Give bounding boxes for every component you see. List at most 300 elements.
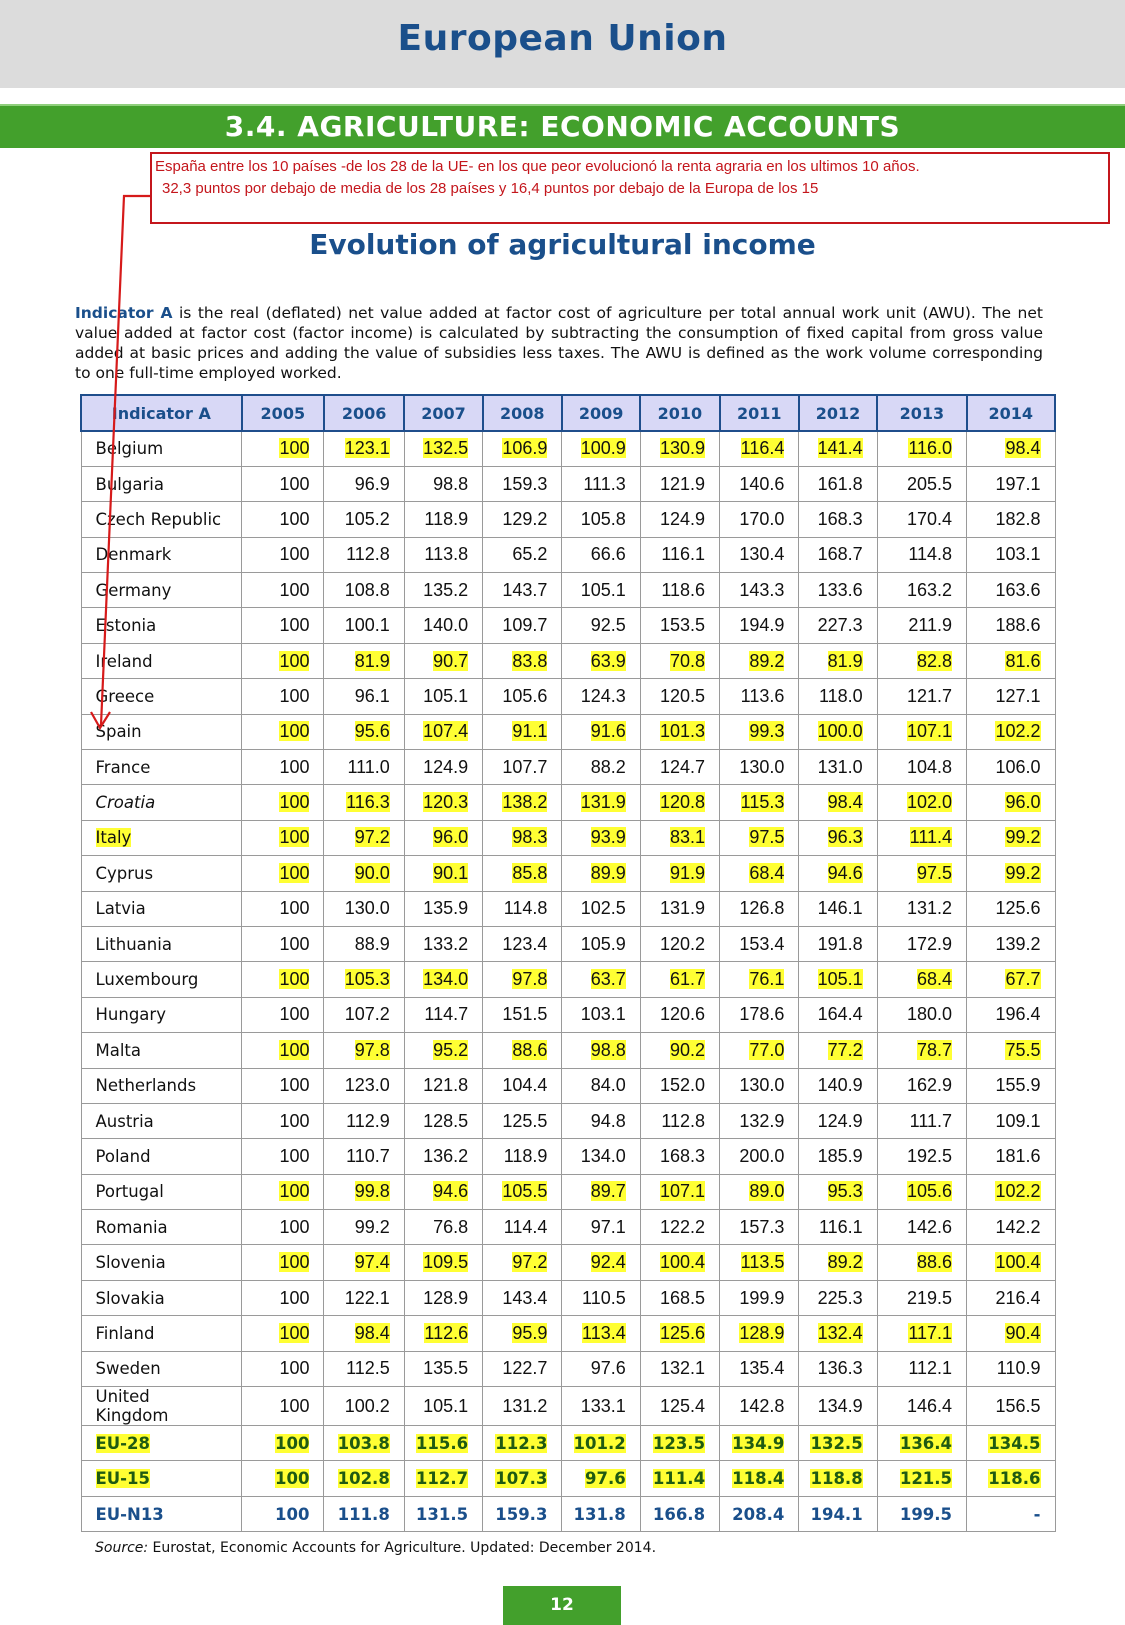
value-text: 192.5 <box>907 1146 953 1166</box>
row-label-line: Kingdom <box>95 1406 169 1426</box>
aggregate-row <box>81 1496 1055 1531</box>
value-cell <box>877 1068 966 1103</box>
value-cell <box>640 1496 719 1531</box>
value-text: 216.4 <box>995 1287 1041 1308</box>
value-text: 111.4 <box>909 827 953 848</box>
value-cell <box>404 1316 482 1351</box>
row-label-text: Ireland <box>95 651 153 671</box>
value-cell <box>242 714 324 749</box>
value-text: 100 <box>279 615 310 636</box>
value-text: 110.5 <box>582 1287 626 1308</box>
value-text: 107.4 <box>423 721 469 742</box>
value-cell <box>799 431 877 466</box>
value-cell <box>799 643 877 678</box>
value-text: 98.3 <box>512 827 548 848</box>
value-text: 100.4 <box>660 1252 706 1273</box>
value-cell <box>242 997 324 1032</box>
value-text: 120.3 <box>423 792 469 813</box>
value-text: 63.7 <box>590 969 626 990</box>
value-cell <box>483 1316 562 1351</box>
value-cell <box>967 1139 1055 1174</box>
value-text: 89.7 <box>590 1181 626 1202</box>
table-row <box>81 1351 1055 1386</box>
value-text: 100.4 <box>995 1252 1041 1273</box>
value-text: 205.5 <box>907 473 953 494</box>
value-text: 124.7 <box>660 756 706 777</box>
value-cell <box>720 891 799 926</box>
row-label <box>81 1245 242 1280</box>
value-text: 140.0 <box>423 615 469 636</box>
value-text: 100 <box>279 1287 310 1308</box>
value-text: 112.5 <box>346 1358 390 1379</box>
row-label-text: Romania <box>95 1217 168 1237</box>
value-cell <box>799 891 877 926</box>
value-cell <box>967 926 1055 961</box>
value-text: 128.9 <box>423 1287 469 1308</box>
value-cell <box>640 962 719 997</box>
value-cell <box>967 466 1055 501</box>
value-text: 101.2 <box>573 1433 626 1453</box>
value-text: 194.9 <box>739 615 785 636</box>
value-cell <box>562 1103 640 1138</box>
value-text: 77.0 <box>749 1039 785 1060</box>
row-label-text: Malta <box>95 1040 142 1060</box>
value-text: 107.2 <box>344 1004 390 1025</box>
table-row <box>81 926 1055 961</box>
value-text: 90.2 <box>670 1039 706 1060</box>
value-cell <box>799 785 877 820</box>
row-label-text: Germany <box>95 580 172 600</box>
value-text: 91.1 <box>512 721 548 742</box>
value-cell <box>799 466 877 501</box>
value-text: 107.7 <box>502 756 548 777</box>
value-text: 105.5 <box>502 1181 548 1202</box>
row-label-text: EU-N13 <box>95 1504 164 1524</box>
value-text: 142.8 <box>739 1395 785 1416</box>
value-text: 81.9 <box>354 650 390 671</box>
value-cell <box>404 926 482 961</box>
value-cell <box>640 466 719 501</box>
table-row <box>81 750 1055 785</box>
value-text: 81.6 <box>1005 650 1041 671</box>
value-text: 97.4 <box>354 1252 390 1273</box>
value-cell <box>242 1426 324 1461</box>
value-text: 109.1 <box>995 1110 1041 1131</box>
row-label <box>81 891 242 926</box>
document-title: European Union <box>397 18 728 59</box>
value-cell <box>799 1351 877 1386</box>
value-text: 121.5 <box>899 1469 953 1489</box>
value-cell <box>242 1033 324 1068</box>
value-cell <box>324 1210 404 1245</box>
value-cell <box>483 891 562 926</box>
value-text: 92.5 <box>590 615 626 636</box>
value-cell <box>967 1103 1055 1138</box>
value-text: 88.9 <box>354 933 390 954</box>
value-text: 97.5 <box>749 827 785 848</box>
value-cell <box>640 891 719 926</box>
value-cell <box>877 1033 966 1068</box>
value-text: 116.0 <box>908 438 953 459</box>
value-text: 113.6 <box>740 685 785 706</box>
value-cell <box>967 750 1055 785</box>
value-text: 112.6 <box>424 1322 469 1343</box>
value-cell <box>404 502 482 537</box>
value-cell <box>483 1387 562 1426</box>
value-cell <box>404 1245 482 1280</box>
value-cell <box>324 1103 404 1138</box>
value-text: 118.6 <box>661 579 706 600</box>
value-cell <box>877 1174 966 1209</box>
value-text: 118.0 <box>818 685 863 706</box>
annotation-callout <box>150 152 1110 224</box>
value-text: 122.2 <box>660 1216 706 1237</box>
value-text: 100 <box>279 650 310 671</box>
value-cell <box>562 1426 640 1461</box>
value-cell <box>324 679 404 714</box>
value-text: 100 <box>279 438 310 459</box>
value-text: 121.9 <box>660 473 706 494</box>
table-row <box>81 679 1055 714</box>
value-cell <box>483 466 562 501</box>
value-cell <box>720 502 799 537</box>
value-cell <box>324 785 404 820</box>
value-text: 100 <box>279 969 310 990</box>
value-text: 112.9 <box>346 1110 390 1131</box>
value-cell <box>562 431 640 466</box>
value-cell <box>720 1496 799 1531</box>
value-cell <box>967 1280 1055 1315</box>
value-text: 97.8 <box>354 1039 390 1060</box>
value-text: 85.8 <box>512 862 548 883</box>
value-cell <box>483 1351 562 1386</box>
table-title: Evolution of agricultural income <box>309 228 816 261</box>
value-cell <box>799 1496 877 1531</box>
row-label <box>81 1280 242 1315</box>
row-label <box>81 643 242 678</box>
value-cell <box>640 856 719 891</box>
value-text: 104.4 <box>502 1075 548 1096</box>
value-cell <box>720 1174 799 1209</box>
row-label-text: Poland <box>95 1147 151 1166</box>
value-text: 105.1 <box>423 1395 469 1416</box>
value-cell <box>720 1103 799 1138</box>
value-cell <box>562 537 640 572</box>
value-text: 88.2 <box>590 756 626 777</box>
value-cell <box>720 1280 799 1315</box>
value-cell <box>967 431 1055 466</box>
value-text: 108.8 <box>344 579 390 600</box>
value-cell <box>720 1387 799 1426</box>
value-text: 163.6 <box>995 579 1041 600</box>
value-text: 151.5 <box>502 1004 548 1025</box>
value-cell <box>324 1245 404 1280</box>
value-cell <box>324 820 404 855</box>
value-text: 97.6 <box>590 1358 626 1379</box>
value-cell <box>242 431 324 466</box>
value-cell <box>242 891 324 926</box>
value-cell <box>242 750 324 785</box>
value-cell <box>483 750 562 785</box>
value-text: 157.3 <box>739 1216 785 1237</box>
value-cell <box>720 1210 799 1245</box>
value-cell <box>720 856 799 891</box>
table-body <box>81 431 1055 1532</box>
value-text: 178.6 <box>739 1004 785 1025</box>
value-cell <box>562 1316 640 1351</box>
value-text: 102.5 <box>580 898 626 919</box>
value-text: 105.2 <box>344 508 390 529</box>
value-text: 97.1 <box>590 1216 626 1237</box>
row-label-text: Belgium <box>95 439 164 459</box>
row-label <box>81 1351 242 1386</box>
value-text: 134.5 <box>988 1433 1041 1453</box>
value-cell <box>562 785 640 820</box>
value-cell <box>404 1496 482 1531</box>
value-cell <box>483 608 562 643</box>
value-text: 90.0 <box>354 862 390 883</box>
value-cell <box>799 1316 877 1351</box>
value-cell <box>483 856 562 891</box>
value-text: 95.9 <box>512 1322 548 1343</box>
value-cell <box>877 997 966 1032</box>
value-text: 143.4 <box>502 1287 548 1308</box>
value-text: 130.4 <box>739 544 785 565</box>
value-text: 100 <box>279 1216 310 1237</box>
value-text: 88.6 <box>917 1252 953 1273</box>
value-cell <box>242 785 324 820</box>
value-cell <box>967 820 1055 855</box>
page-number: 12 <box>503 1586 621 1625</box>
row-label-text: Croatia <box>95 793 156 813</box>
value-cell <box>324 714 404 749</box>
value-text: 128.5 <box>423 1110 469 1131</box>
value-text: 100 <box>279 756 310 777</box>
value-cell <box>877 1139 966 1174</box>
value-text: 99.8 <box>354 1181 390 1202</box>
value-cell <box>324 891 404 926</box>
value-cell <box>799 1210 877 1245</box>
agricultural-income-table <box>80 394 1056 1532</box>
value-cell <box>799 679 877 714</box>
table-row <box>81 1210 1055 1245</box>
value-text: 107.1 <box>907 721 953 742</box>
value-cell <box>242 1210 324 1245</box>
value-cell <box>640 1245 719 1280</box>
value-text: 93.9 <box>590 827 626 848</box>
value-cell <box>967 856 1055 891</box>
value-cell <box>877 643 966 678</box>
value-cell <box>877 1210 966 1245</box>
value-cell <box>324 1426 404 1461</box>
value-cell <box>404 714 482 749</box>
value-text: 63.9 <box>590 650 626 671</box>
value-cell <box>562 608 640 643</box>
value-cell <box>483 785 562 820</box>
row-label-text: Bulgaria <box>95 474 164 494</box>
value-text: 106.0 <box>995 756 1041 777</box>
value-cell <box>640 1210 719 1245</box>
value-cell <box>877 820 966 855</box>
value-text: 98.8 <box>590 1039 626 1060</box>
table-row <box>81 1068 1055 1103</box>
value-text: 94.6 <box>433 1181 469 1202</box>
value-cell <box>404 891 482 926</box>
value-cell <box>640 750 719 785</box>
value-text: 123.5 <box>652 1433 706 1453</box>
value-cell <box>483 679 562 714</box>
value-cell <box>242 1316 324 1351</box>
value-text: 100.0 <box>817 721 863 742</box>
value-text: 99.2 <box>354 1216 390 1237</box>
value-cell <box>720 1351 799 1386</box>
value-cell <box>877 1426 966 1461</box>
value-cell <box>483 714 562 749</box>
value-cell <box>877 1245 966 1280</box>
value-cell <box>404 962 482 997</box>
row-label <box>81 537 242 572</box>
value-cell <box>324 1351 404 1386</box>
source-text: Eurostat, Economic Accounts for Agriculture. Updated: December 2014. <box>148 1540 657 1556</box>
value-cell <box>967 962 1055 997</box>
value-text: 130.0 <box>739 1075 785 1096</box>
value-text: 125.5 <box>502 1110 548 1131</box>
value-cell <box>324 1387 404 1426</box>
value-cell <box>720 1461 799 1496</box>
column-header: 2010 <box>640 395 719 431</box>
value-text: 98.4 <box>1005 438 1041 459</box>
value-text: 115.3 <box>740 792 785 813</box>
value-text: 168.5 <box>660 1287 706 1308</box>
value-cell <box>967 1316 1055 1351</box>
value-text: 132.1 <box>660 1358 706 1379</box>
value-text: 106.9 <box>502 438 548 459</box>
value-text: 92.4 <box>590 1252 626 1273</box>
value-cell <box>967 573 1055 608</box>
value-cell <box>562 997 640 1032</box>
value-cell <box>562 643 640 678</box>
value-cell <box>483 1245 562 1280</box>
value-cell <box>967 1351 1055 1386</box>
value-text: 78.7 <box>917 1039 953 1060</box>
row-label-line: United <box>95 1387 150 1407</box>
table-row <box>81 502 1055 537</box>
value-cell <box>483 1280 562 1315</box>
value-cell <box>720 1068 799 1103</box>
value-text: 100.9 <box>580 438 626 459</box>
value-cell <box>640 608 719 643</box>
value-cell <box>562 1351 640 1386</box>
value-cell <box>562 962 640 997</box>
indicator-description <box>75 303 1043 383</box>
value-text: 130.0 <box>739 756 785 777</box>
value-text: 90.1 <box>433 862 469 883</box>
value-cell <box>720 1426 799 1461</box>
value-cell <box>404 1174 482 1209</box>
value-text: 109.7 <box>502 615 548 636</box>
value-text: 120.6 <box>660 1004 706 1025</box>
value-text: 104.8 <box>907 756 953 777</box>
value-text: 96.0 <box>1005 792 1041 813</box>
value-text: 166.8 <box>652 1504 706 1524</box>
value-text: 120.2 <box>660 933 706 954</box>
value-cell <box>799 502 877 537</box>
value-text: 135.5 <box>423 1358 469 1379</box>
value-text: 172.9 <box>907 933 953 954</box>
value-cell <box>640 1103 719 1138</box>
value-cell <box>324 926 404 961</box>
table-row <box>81 820 1055 855</box>
value-cell <box>562 1068 640 1103</box>
value-text: 185.9 <box>817 1146 863 1166</box>
table-row <box>81 1103 1055 1138</box>
row-label <box>81 1426 242 1461</box>
value-cell <box>877 431 966 466</box>
value-cell <box>324 573 404 608</box>
value-cell <box>562 1280 640 1315</box>
value-cell <box>242 1351 324 1386</box>
value-cell <box>640 926 719 961</box>
value-text: 123.4 <box>502 933 548 954</box>
value-text: 153.4 <box>739 933 785 954</box>
value-text: 131.0 <box>817 756 863 777</box>
table-row <box>81 573 1055 608</box>
value-cell <box>640 1316 719 1351</box>
value-text: 105.3 <box>344 969 390 990</box>
row-label <box>81 785 242 820</box>
value-cell <box>324 643 404 678</box>
value-cell <box>720 820 799 855</box>
value-text: 156.5 <box>995 1395 1041 1416</box>
value-cell <box>877 537 966 572</box>
value-text: 105.1 <box>817 969 863 990</box>
value-cell <box>967 1461 1055 1496</box>
value-text: 188.6 <box>995 615 1041 636</box>
row-label <box>81 856 242 891</box>
value-cell <box>877 750 966 785</box>
value-text: 132.4 <box>817 1322 863 1343</box>
value-cell <box>799 997 877 1032</box>
row-label-text: Czech Republic <box>95 509 222 529</box>
row-label <box>81 714 242 749</box>
row-label-text: Slovakia <box>95 1288 165 1308</box>
value-cell <box>324 537 404 572</box>
value-cell <box>242 1496 324 1531</box>
value-text: 118.9 <box>503 1146 548 1166</box>
value-cell <box>404 431 482 466</box>
value-text: 66.6 <box>590 544 626 565</box>
value-text: 100 <box>279 685 310 706</box>
value-cell <box>640 1280 719 1315</box>
value-text: 168.7 <box>817 544 863 565</box>
value-cell <box>324 466 404 501</box>
value-cell <box>877 1103 966 1138</box>
value-cell <box>799 537 877 572</box>
value-cell <box>242 962 324 997</box>
value-text: 159.3 <box>495 1504 548 1524</box>
value-cell <box>404 608 482 643</box>
value-text: 114.8 <box>503 898 548 919</box>
aggregate-row <box>81 1461 1055 1496</box>
table-row <box>81 1316 1055 1351</box>
row-label <box>81 573 242 608</box>
section-title: 3.4. AGRICULTURE: ECONOMIC ACCOUNTS <box>224 110 901 143</box>
value-text: 83.1 <box>670 827 706 848</box>
value-cell <box>640 785 719 820</box>
value-text: 146.1 <box>817 898 863 919</box>
value-cell <box>799 1033 877 1068</box>
value-text: 118.4 <box>732 1469 785 1489</box>
